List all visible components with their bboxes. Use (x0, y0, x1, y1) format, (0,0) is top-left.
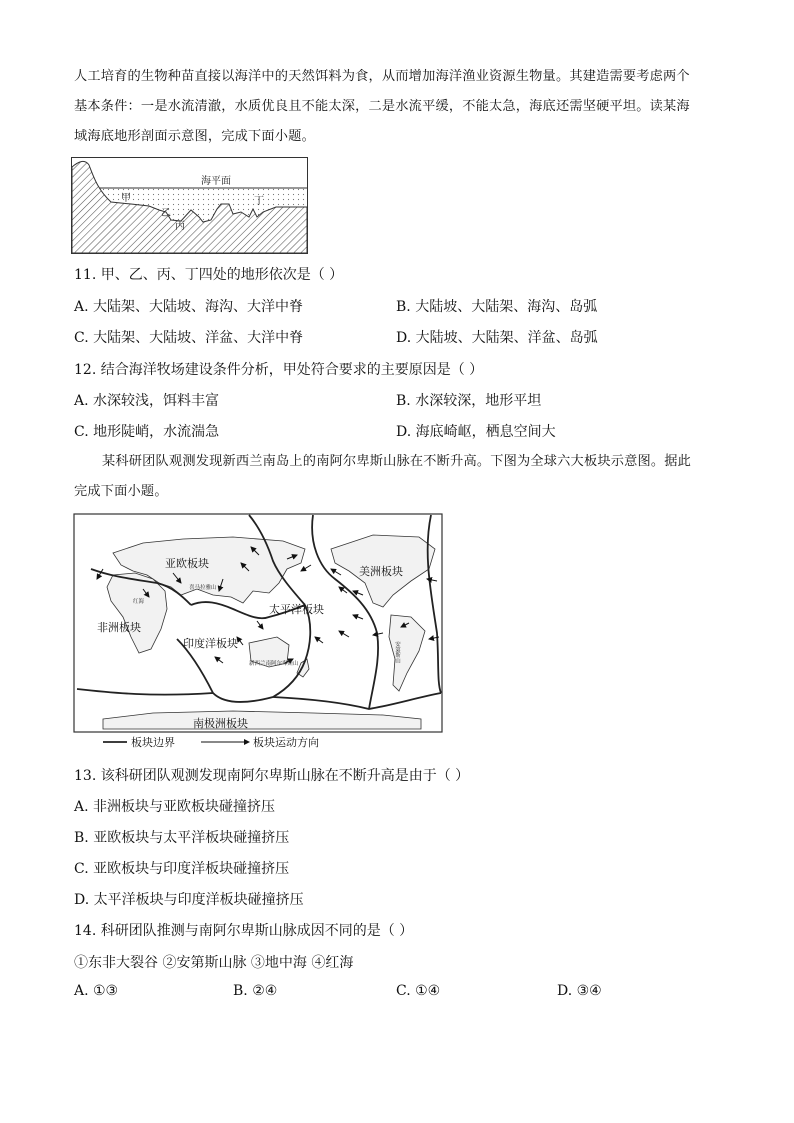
label-african-plate: 非洲板块 (97, 621, 141, 634)
question-11-option-b[interactable]: B. 大陆坡、大陆架、海沟、岛弧 (396, 299, 598, 315)
label-eurasian-plate: 亚欧板块 (165, 557, 209, 570)
question-11-option-a[interactable]: A. 大陆架、大陆坡、海沟、大洋中脊 (74, 299, 304, 315)
label-bing: 丙 (175, 221, 185, 232)
question-13-option-a[interactable]: A. 非洲板块与亚欧板块碰撞挤压 (74, 799, 276, 815)
passage-2 (74, 447, 734, 507)
label-pacific-plate: 太平洋板块 (269, 603, 324, 616)
question-13-option-d[interactable]: D. 太平洋板块与印度洋板块碰撞挤压 (74, 892, 304, 908)
seafloor-profile-figure (71, 157, 309, 255)
map-legend (103, 735, 319, 749)
question-14-option-d[interactable]: D. ③④ (557, 983, 602, 999)
label-southern-alps: 新西兰南阿尔卑斯山 (249, 661, 299, 667)
legend-motion-label: 板块运动方向 (253, 736, 319, 749)
question-12-option-b[interactable]: B. 水深较深，地形平坦 (396, 393, 542, 409)
question-12-option-c[interactable]: C. 地形陡峭，水流湍急 (74, 424, 220, 440)
legend-boundary-label: 板块边界 (131, 736, 175, 749)
question-14-option-c[interactable]: C. ①④ (396, 983, 441, 999)
label-himalaya: 喜马拉雅山 (189, 585, 217, 591)
label-indian-plate: 印度洋板块 (183, 637, 238, 650)
label-red-sea: 红海 (133, 599, 145, 605)
question-14-items: ①东非大裂谷 ②安第斯山脉 ③地中海 ④红海 (74, 955, 354, 971)
passage-1-line-1: 人工培育的生物种苗直接以海洋中的天然饵料为食，从而增加海洋渔业资源生物量。其建造需要考虑两个 (74, 69, 690, 84)
question-12-stem: 12. 结合海洋牧场建设条件分析，甲处符合要求的主要原因是（ ） (74, 362, 484, 378)
passage-1 (74, 62, 734, 152)
plate-map-figure (73, 513, 445, 753)
question-14-option-b[interactable]: B. ②④ (233, 983, 278, 999)
passage-2-line-1: 某科研团队观测发现新西兰南岛上的南阿尔卑斯山脉在不断升高。下图为全球六大板块示意图。据此 (102, 454, 692, 469)
question-13-option-c[interactable]: C. 亚欧板块与印度洋板块碰撞挤压 (74, 861, 290, 877)
question-12-option-d[interactable]: D. 海底崎岖，栖息空间大 (396, 424, 556, 440)
label-yi: 乙 (161, 208, 171, 219)
question-13-stem: 13. 该科研团队观测发现南阿尔卑斯山脉在不断升高是由于（ ） (74, 768, 470, 784)
question-14-stem: 14. 科研团队推测与南阿尔卑斯山脉成因不同的是（ ） (74, 923, 414, 939)
question-13-option-b[interactable]: B. 亚欧板块与太平洋板块碰撞挤压 (74, 830, 290, 846)
label-jia: 甲 (121, 193, 131, 204)
label-andes: 安第斯山 (394, 641, 400, 663)
passage-1-line-2: 基本条件：一是水流清澈，水质优良且不能太深，二是水流平缓，不能太急，海底还需坚硬平坦。读某海 (74, 99, 690, 114)
label-american-plate: 美洲板块 (359, 565, 403, 578)
passage-2-line-2: 完成下面小题。 (74, 484, 168, 499)
question-12-option-a[interactable]: A. 水深较浅，饵料丰富 (74, 393, 220, 409)
label-ding: 丁 (254, 196, 264, 207)
question-11-stem: 11. 甲、乙、丙、丁四处的地形依次是（ ） (74, 267, 344, 283)
question-11-option-d[interactable]: D. 大陆坡、大陆架、洋盆、岛弧 (396, 330, 598, 346)
question-14-option-a[interactable]: A. ①③ (74, 983, 119, 999)
label-antarctic-plate: 南极洲板块 (193, 717, 248, 730)
passage-1-line-3: 域海底地形剖面示意图，完成下面小题。 (74, 129, 315, 144)
question-11-option-c[interactable]: C. 大陆架、大陆坡、洋盆、大洋中脊 (74, 330, 304, 346)
sea-level-label: 海平面 (201, 176, 231, 187)
